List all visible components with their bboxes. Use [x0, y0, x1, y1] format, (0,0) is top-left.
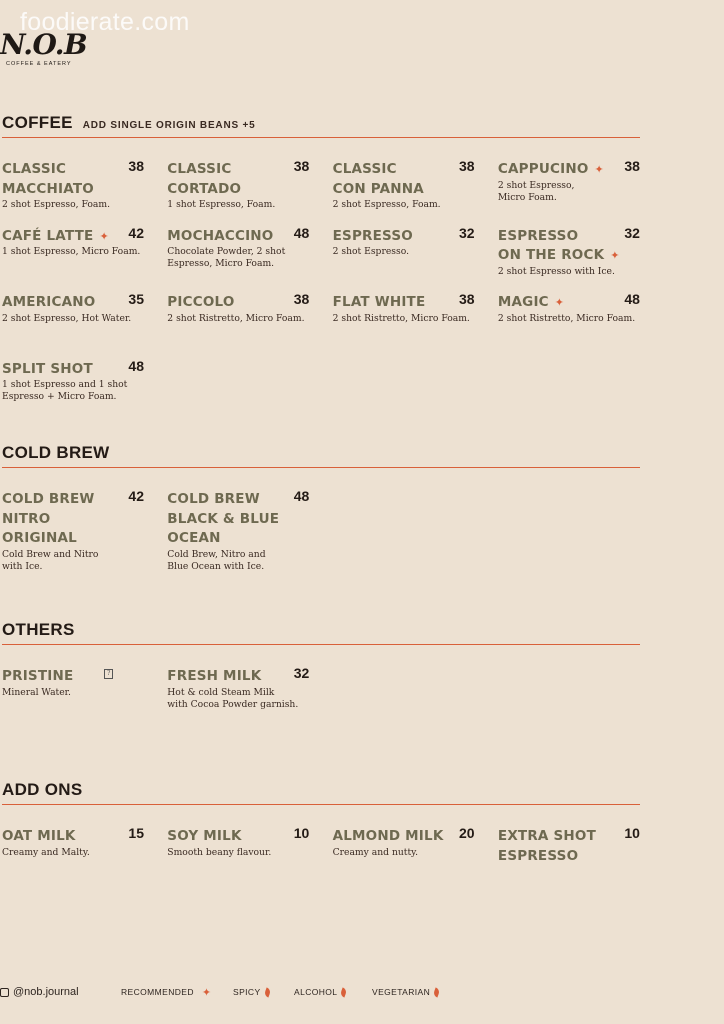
- menu-item-header: [2, 291, 144, 311]
- menu-item-description: 2 shot Espresso with Ice.: [497, 265, 615, 277]
- menu-item-description: Creamy and nutty.: [332, 846, 419, 858]
- alcohol-icon: [340, 987, 348, 997]
- menu-item-name-wrap: [2, 291, 95, 311]
- menu-item-name-wrap: [2, 825, 76, 845]
- menu-item: [498, 825, 640, 864]
- menu-item-name-wrap: [167, 291, 234, 311]
- menu-item-description: 2 shot Espresso, Foam.: [2, 199, 110, 210]
- legend-alcohol: [294, 987, 346, 997]
- menu-item-name: FRESH MILK: [167, 668, 262, 684]
- menu-item-price: 32: [459, 224, 475, 241]
- menu-item-price: 10: [624, 825, 640, 841]
- menu-item-header: [2, 488, 144, 547]
- menu-item-header: [333, 158, 475, 197]
- menu-item-description: 1 shot Espresso, Foam.: [167, 199, 276, 210]
- menu-item-name: CAFÉ LATTE: [2, 227, 94, 244]
- menu-item-description: Smooth beany flavour.: [167, 846, 272, 858]
- menu-item-name-wrap: [2, 488, 128, 547]
- menu-item: [167, 488, 309, 573]
- menu-item: [333, 291, 475, 343]
- menu-item-header: [167, 225, 309, 245]
- menu-item-description: Cold Brew, Nitro and Blue Ocean with Ice.: [167, 548, 266, 572]
- section-title: COLD BREW: [2, 443, 110, 462]
- menu-item-name: MAGIC: [497, 294, 549, 310]
- menu-item-name-wrap: [167, 488, 279, 547]
- menu-item-name: MOCHACCINO: [167, 227, 274, 244]
- menu-item-name: ESPRESSO ON THE ROCK: [497, 227, 605, 263]
- legend-spicy: [233, 987, 270, 997]
- menu-item-description: Hot & cold Steam Milk with Cocoa Powder garnish.: [167, 686, 299, 710]
- menu-item-header: [333, 291, 475, 311]
- menu-item-name: SPLIT SHOT: [2, 360, 93, 377]
- section-coffee: [2, 113, 640, 424]
- section-header: [2, 620, 640, 645]
- recommended-star-icon: ✦: [99, 229, 109, 243]
- menu-item-name: OAT MILK: [2, 828, 76, 844]
- menu-item-name-wrap: [498, 158, 604, 178]
- menu-item: [2, 358, 144, 410]
- menu-item-header: [167, 488, 309, 547]
- menu-item-header: [167, 158, 309, 197]
- menu-item-price: 38: [459, 291, 475, 307]
- section-add-ons: [2, 780, 640, 879]
- brand-name: N.O.B: [0, 28, 88, 61]
- recommended-star-icon: ✦: [610, 249, 620, 262]
- brand-tagline: COFFEE & EATERY: [6, 61, 72, 67]
- legend-label: SPICY: [233, 987, 261, 997]
- menu-item-price: 32: [624, 224, 640, 241]
- star-icon: ✦: [201, 986, 212, 999]
- menu-item: [167, 158, 309, 210]
- menu-item-header: [333, 225, 475, 245]
- menu-grid: [2, 825, 640, 879]
- menu-item-header: [2, 158, 144, 197]
- menu-item: [2, 158, 144, 210]
- item-badge-icon: ?: [104, 669, 113, 679]
- menu-item-price: 48: [293, 224, 310, 241]
- menu-item-name-wrap: [2, 225, 109, 245]
- menu-item-header: [167, 291, 309, 311]
- menu-item-name: COLD BREW BLACK & BLUE OCEAN: [167, 491, 280, 546]
- menu-item-name-wrap: [167, 665, 261, 685]
- chili-icon: [263, 987, 271, 997]
- menu-item: [2, 825, 144, 864]
- menu-item-header: [498, 158, 640, 178]
- menu-item-name: AMERICANO: [2, 294, 96, 310]
- menu-item-header: [333, 825, 475, 845]
- menu-grid: [2, 665, 640, 726]
- legend-label: RECOMMENDED: [121, 987, 194, 997]
- leaf-icon: [433, 987, 441, 997]
- recommended-star-icon: ✦: [554, 296, 565, 309]
- menu-item-header: [2, 825, 144, 845]
- menu-item-description: 2 shot Ristretto, Micro Foam.: [497, 312, 636, 324]
- menu-item: [498, 158, 640, 210]
- menu-grid: [2, 158, 640, 424]
- menu-item-description: Mineral Water.: [2, 686, 71, 698]
- menu-item-name: PRISTINE: [2, 668, 74, 684]
- menu-item: [167, 225, 309, 277]
- menu-item-price: 38: [293, 291, 310, 307]
- menu-item-name-wrap: [167, 225, 273, 245]
- menu-item-name: COLD BREW NITRO ORIGINAL: [2, 491, 95, 546]
- menu-item-description: 2 shot Espresso, Foam.: [332, 199, 441, 210]
- menu-item-name: FLAT WHITE: [332, 294, 426, 310]
- menu-item: [2, 291, 144, 343]
- menu-item-price: 38: [293, 158, 310, 174]
- menu-item-name: CLASSIC CORTADO: [167, 161, 242, 197]
- section-header: [2, 113, 640, 138]
- menu-item-name: CAPPUCINO: [497, 161, 589, 177]
- menu-item-header: [498, 825, 640, 864]
- menu-item-price: 48: [293, 488, 310, 504]
- menu-item-name: SOY MILK: [167, 828, 242, 844]
- menu-item-price: 15: [128, 825, 144, 841]
- menu-item: [167, 291, 309, 343]
- menu-item-price: 32: [293, 665, 310, 681]
- menu-item-name-wrap: [2, 358, 93, 378]
- menu-item-price: 20: [459, 825, 475, 841]
- menu-item-description: 2 shot Ristretto, Micro Foam.: [167, 312, 305, 324]
- section-cold-brew: [2, 443, 640, 588]
- section-others: [2, 620, 640, 726]
- menu-item-name-wrap: [333, 158, 424, 197]
- menu-item-price: 38: [459, 158, 475, 174]
- menu-item-description: 1 shot Espresso, Micro Foam.: [2, 246, 141, 257]
- menu-item-description: Cold Brew and Nitro with Ice.: [2, 548, 99, 572]
- menu-item: [2, 665, 144, 711]
- menu-item-name-wrap: [498, 825, 596, 864]
- menu-item-name-wrap: [498, 291, 564, 311]
- section-header: [2, 443, 640, 468]
- menu-item-price: 35: [128, 291, 144, 307]
- menu-item-header: [498, 291, 640, 311]
- menu-item: [167, 665, 309, 711]
- legend-vegetarian: [372, 987, 439, 997]
- menu-item-name-wrap: [498, 225, 620, 264]
- menu-item-price: 48: [128, 357, 144, 374]
- menu-item: [333, 825, 475, 864]
- menu-item-price: 10: [293, 825, 310, 841]
- menu-item-name-wrap: [333, 825, 444, 845]
- menu-item: [498, 225, 640, 277]
- menu-item-description: 2 shot Espresso, Hot Water.: [2, 312, 132, 324]
- legend-recommended: [121, 986, 212, 999]
- menu-item-name-wrap: [333, 225, 413, 245]
- menu-item-header: [2, 358, 144, 378]
- menu-item-price: 42: [128, 224, 144, 241]
- menu-item-name: ALMOND MILK: [332, 828, 444, 844]
- section-title: COFFEE: [2, 113, 73, 132]
- menu-item-name-wrap: [333, 291, 426, 311]
- section-note: ADD SINGLE ORIGIN BEANS +5: [82, 120, 256, 131]
- menu-item-description: Chocolate Powder, 2 shot Espresso, Micro Foam.: [167, 246, 286, 269]
- section-title: ADD ONS: [2, 780, 83, 799]
- menu-item-header: [498, 225, 640, 264]
- menu-item-name: PICCOLO: [167, 294, 235, 310]
- menu-item-header: [167, 665, 309, 685]
- section-header: [2, 780, 640, 805]
- menu-item: [2, 488, 144, 573]
- menu-item-name-wrap: [2, 158, 94, 197]
- menu-item: [167, 825, 309, 864]
- menu-item-description: 2 shot Ristretto, Micro Foam.: [332, 312, 470, 324]
- menu-item-price: 38: [624, 158, 640, 174]
- menu-item-name: ESPRESSO: [332, 227, 413, 244]
- watermark: foodierate.com: [20, 8, 190, 36]
- menu-item-price: 38: [128, 158, 144, 174]
- menu-item-header: [2, 225, 144, 245]
- recommended-star-icon: ✦: [594, 163, 604, 176]
- menu-item: [333, 158, 475, 210]
- menu-item-description: Creamy and Malty.: [2, 846, 90, 858]
- social-handle[interactable]: [0, 986, 79, 998]
- menu-item-header: [167, 825, 309, 845]
- menu-grid: [2, 488, 640, 588]
- menu-item-header: [2, 665, 144, 685]
- legend-label: VEGETARIAN: [372, 987, 431, 997]
- menu-item-price: 42: [128, 488, 144, 504]
- menu-item-name: CLASSIC MACCHIATO: [2, 161, 94, 197]
- menu-item-name: EXTRA SHOT ESPRESSO: [497, 828, 596, 864]
- menu-item-name-wrap: [167, 158, 241, 197]
- menu-item: [498, 291, 640, 343]
- menu-item-description: 1 shot Espresso and 1 shot Espresso + Micro Foam.: [2, 379, 128, 402]
- section-title: OTHERS: [2, 620, 75, 639]
- legend-label: ALCOHOL: [294, 987, 338, 997]
- menu-item-name-wrap: [167, 825, 241, 845]
- instagram-icon: [0, 988, 9, 997]
- menu-item-price: 48: [624, 291, 640, 307]
- menu-item-name: CLASSIC CON PANNA: [332, 161, 424, 197]
- menu-item: [333, 225, 475, 277]
- menu-item-description: 2 shot Espresso.: [332, 246, 409, 257]
- brand-logo: [0, 30, 87, 67]
- menu-item: [2, 225, 144, 277]
- menu-item-description: 2 shot Espresso, Micro Foam.: [497, 179, 575, 203]
- social-handle-text: @nob.journal: [13, 986, 79, 998]
- menu-item-name-wrap: [2, 665, 73, 685]
